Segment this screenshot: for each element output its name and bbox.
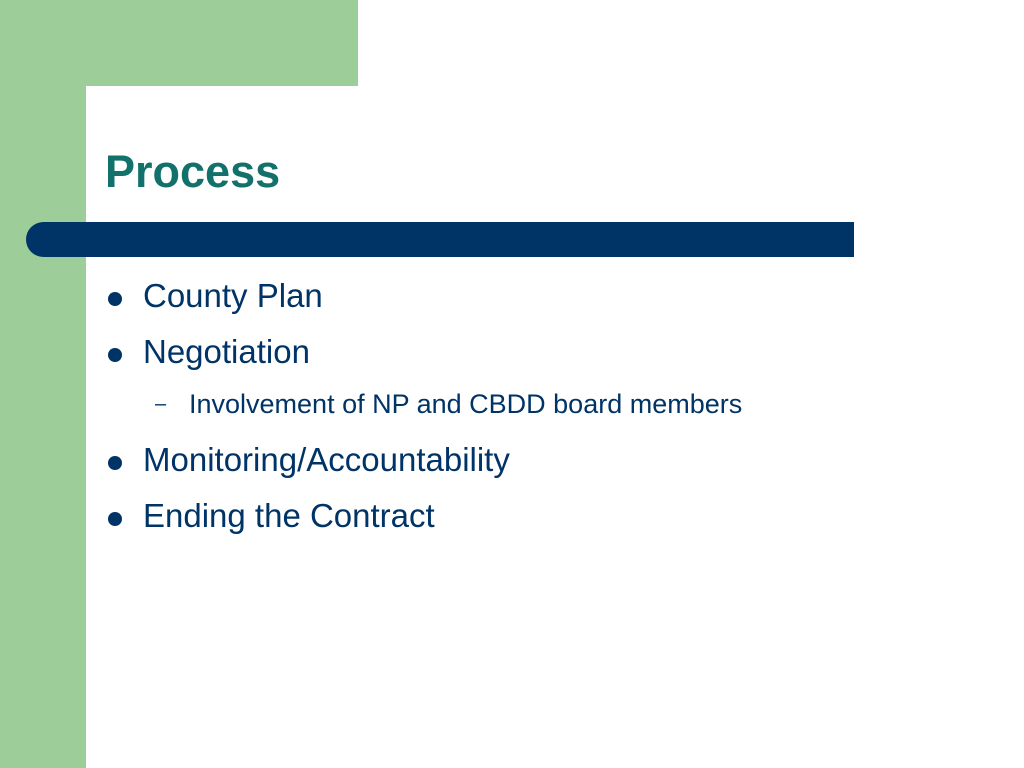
bullet-list xyxy=(105,272,965,548)
side-accent-band xyxy=(0,0,86,768)
bullet-item-negotiation xyxy=(105,328,965,384)
bullet-item-ending-contract xyxy=(105,492,965,548)
bullet-text: Ending the Contract xyxy=(143,497,435,534)
bullet-item-monitoring xyxy=(105,436,965,492)
bullet-text: Monitoring/Accountability xyxy=(143,441,510,478)
title-underline-bar xyxy=(26,222,854,257)
sub-bullet-item-involvement xyxy=(105,384,965,436)
bullet-dot-icon xyxy=(108,292,122,306)
bullet-text: Negotiation xyxy=(143,333,310,370)
bullet-text: County Plan xyxy=(143,277,323,314)
bullet-dot-icon xyxy=(108,512,122,526)
sub-bullet-dash-icon: – xyxy=(155,393,167,415)
sub-bullet-text: Involvement of NP and CBDD board members xyxy=(189,389,743,419)
slide-title: Process xyxy=(105,146,281,197)
top-accent-block xyxy=(86,0,358,86)
bullet-dot-icon xyxy=(108,348,122,362)
bullet-item-county-plan xyxy=(105,272,965,328)
bullet-dot-icon xyxy=(108,456,122,470)
